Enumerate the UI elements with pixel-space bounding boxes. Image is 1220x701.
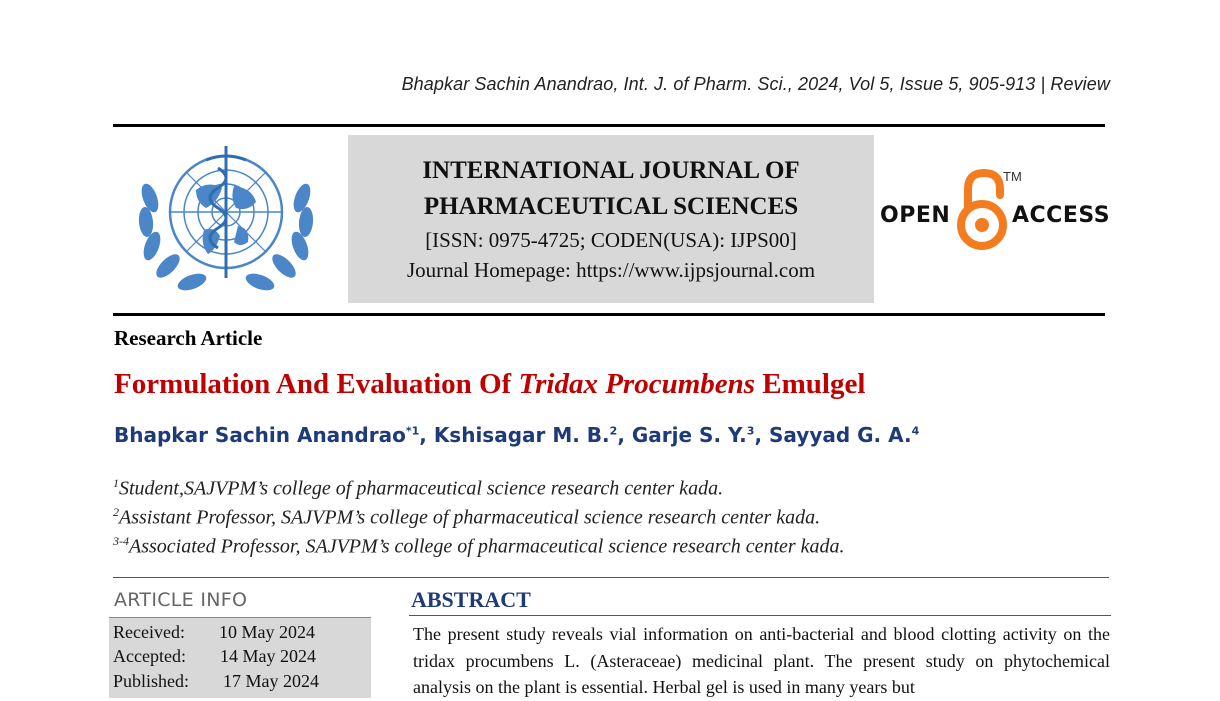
open-access-access-text: ACCESS (1012, 203, 1111, 228)
accepted-date: 14 May 2024 (220, 646, 316, 666)
journal-name-line2: PHARMACEUTICAL SCIENCES (423, 193, 799, 220)
article-info-heading: ARTICLE INFO (114, 589, 248, 611)
journal-title-box (348, 135, 874, 303)
author-sup: 3 (746, 424, 755, 438)
received-label: Received: (113, 622, 185, 642)
affiliation-text: Assistant Professor, SAJVPM’s college of pharmaceutical science research center kada. (119, 506, 821, 529)
affiliation-sup: 2 (113, 505, 119, 519)
journal-homepage: Journal Homepage: https://www.ijpsjournal.com (406, 258, 816, 282)
header-rule-bottom (113, 313, 1105, 316)
author-sup: *1 (405, 424, 420, 438)
author-name: Sayyad G. A. (769, 423, 912, 447)
journal-emblem-icon (126, 138, 326, 306)
open-access-open-text: OPEN (880, 203, 951, 228)
published-date: 17 May 2024 (223, 671, 319, 691)
author-separator: , (754, 423, 769, 447)
header-rule-top (113, 124, 1105, 127)
affiliation (113, 476, 723, 501)
author-name: Kshisagar M. B. (433, 423, 610, 447)
journal-issn: [ISSN: 0975-4725; CODEN(USA): IJPS00] (425, 228, 797, 252)
affiliation-text: Associated Professor, SAJVPM’s college of pharmaceutical science research center kada. (129, 535, 845, 558)
abstract-rule (409, 615, 1111, 616)
author-name: Garje S. Y. (631, 423, 747, 447)
accepted-label: Accepted: (113, 646, 186, 666)
article-type: Research Article (114, 326, 263, 350)
article-info-box (109, 617, 371, 698)
affiliation (113, 534, 845, 559)
open-access-logo (880, 165, 1110, 255)
author-separator: , (419, 423, 434, 447)
author-separator: , (617, 423, 632, 447)
published-label: Published: (113, 671, 190, 691)
abstract-text: The present study reveals vial information on anti-bacterial and blood clotting activity on the tridax procumbens L. (Asteraceae) medicinal plant. The present study on phytochemical analysis on the plant is essential. Herbal gel is used in many years but (413, 624, 1110, 697)
article-title-italic: Tridax Procumbens (518, 368, 756, 400)
abstract-heading: ABSTRACT (411, 587, 531, 612)
affiliation (113, 505, 820, 530)
article-title-pre: Formulation And Evaluation Of (114, 368, 519, 400)
running-header: Bhapkar Sachin Anandrao, Int. J. of Pharm. Sci., 2024, Vol 5, Issue 5, 905-913 | Review (401, 74, 1110, 94)
affiliation-sup: 3-4 (113, 534, 129, 548)
open-access-lock-icon (954, 165, 1010, 251)
author-list (114, 423, 919, 447)
section-divider (113, 577, 1109, 578)
article-title-post: Emulgel (755, 368, 866, 400)
article-title (114, 368, 865, 401)
received-date: 10 May 2024 (219, 622, 315, 642)
author-name: Bhapkar Sachin Anandrao (114, 423, 406, 447)
affiliation-sup: 1 (113, 476, 119, 490)
affiliation-text: Student,SAJVPM’s college of pharmaceutical science research center kada. (119, 477, 724, 500)
open-access-tm: TM (1003, 169, 1022, 184)
author-sup: 4 (911, 424, 920, 438)
author-sup: 2 (609, 424, 618, 438)
journal-name-line1: INTERNATIONAL JOURNAL OF (422, 157, 800, 184)
